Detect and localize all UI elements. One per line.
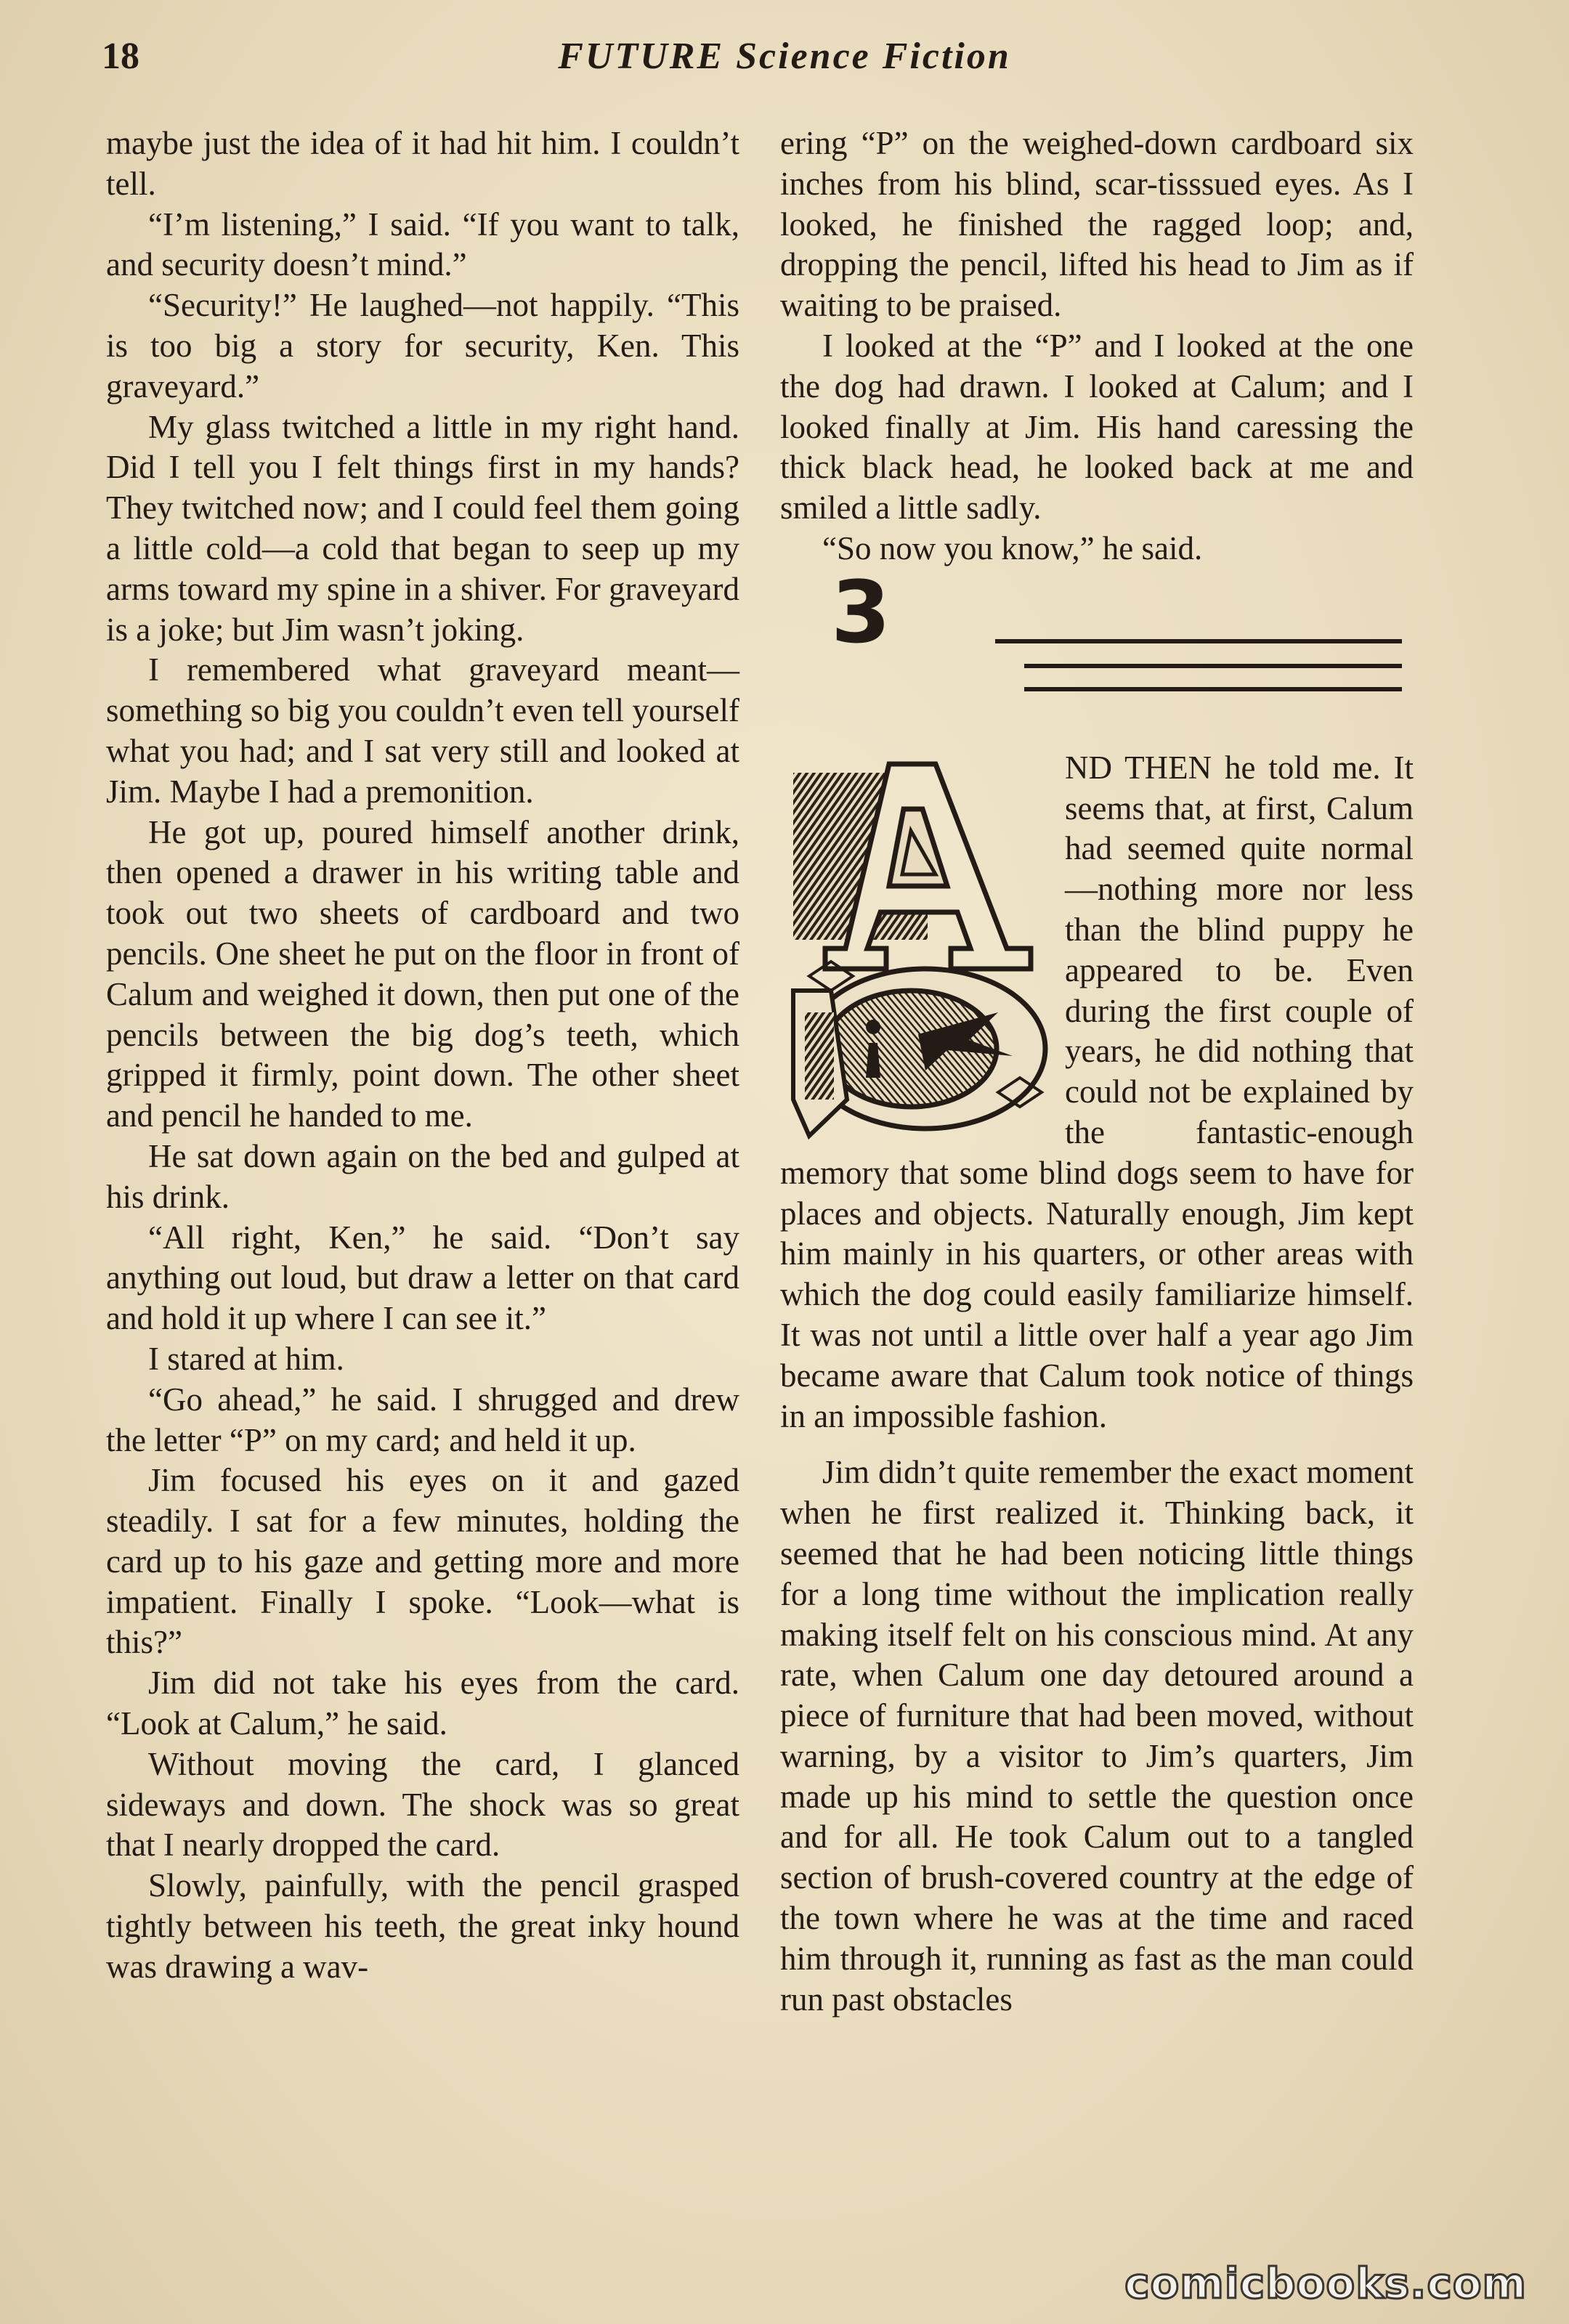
magazine-title: FUTURE Science Fiction	[558, 36, 1011, 77]
paragraph: ND THEN he told me. It seems that, at first, Calum had seemed quite normal —nothing more nor less than the blind puppy he appeared to be. Even during the first couple of years, he did nothing that could not be explained by the fantastic-enough memory that some blind dogs seem to have for places and objects. Naturally enough, Jim kept him mainly in his quarters, or other areas with which the dog could easily familiarize himself. It was not until a little over half a year ago Jim became aware that Calum took notice of things in an impossible fashion.	[780, 749, 1414, 1434]
paragraph: ering “P” on the weighed-down cardboard six inches from his blind, scar-tisssued eyes. As I looked, he finished the ragged loop; and, dropping the pencil, lifted his head to Jim as if waiting to be praised.	[780, 125, 1414, 324]
paragraph: He got up, poured himself another drink, then opened a drawer in his writing table and took out two sheets of cardboard and two pencils. One sheet he put on the floor in front of Calum and weighed it down, then put one of the pencils between the big dog’s teeth, which gripped it firmly, point down. The other sheet and pencil he handed to me.	[106, 813, 739, 1134]
paragraph: “I’m listening,” I said. “If you want to talk, and security doesn’t mind.”	[106, 206, 739, 283]
paragraph: Without moving the card, I glanced sideways and down. The shock was so great that I nearly dropped the card.	[106, 1745, 739, 1864]
paragraph: maybe just the idea of it had hit him. I couldn’t tell.	[106, 125, 739, 202]
page-header	[102, 35, 1467, 93]
paragraph: Slowly, painfully, with the pencil grasped tightly between his teeth, the great inky hound was drawing a wav-	[106, 1867, 739, 1985]
chapter-opening	[780, 748, 1414, 1437]
paragraph: Jim did not take his eyes from the card. “Look at Calum,” he said.	[106, 1665, 739, 1742]
chapter-number: 3	[831, 561, 891, 662]
drop-cap-icon	[780, 758, 1049, 1143]
chapter-rule	[1024, 687, 1402, 691]
paragraph: “All right, Ken,” he said. “Don’t say anything out loud, but draw a letter on that card and hold it up where I can see it.”	[106, 1219, 739, 1337]
paragraph: Jim focused his eyes on it and gazed steadily. I sat for a few minutes, holding the card up to his gaze and getting more and more impatient. Finally I spoke. “Look—what is this?”	[106, 1462, 739, 1661]
left-column	[106, 123, 739, 1988]
paragraph: “Security!” He laughed—not happily. “This is too big a story for security, Ken. This graveyard.”	[106, 287, 739, 405]
page-number: 18	[102, 36, 139, 77]
paragraph: My glass twitched a little in my right hand. Did I tell you I felt things first in my hands? They twitched now; and I could feel them going a little cold—a cold that began to seep up my arms toward my spine in a shiver. For graveyard is a joke; but Jim wasn’t joking.	[106, 408, 739, 648]
chapter-rule	[1024, 664, 1402, 668]
chapter-heading	[780, 561, 1414, 742]
watermark: comicbooks.com	[1124, 2259, 1527, 2308]
paragraph: I remembered what graveyard meant—something so big you couldn’t even tell yourself what you had; and I sat very still and looked at Jim. Maybe I had a premonition.	[106, 651, 739, 810]
paragraph: I looked at the “P” and I looked at the one the dog had drawn. I looked at Calum; and I looked finally at Jim. His hand caressing the thick black head, he looked back at me and smiled a little sadly.	[780, 327, 1414, 527]
paragraph: Jim didn’t quite remember the exact moment when he first realized it. Thinking back, it seemed that he had been noticing little things for a long time without the implication really making itself felt on his conscious mind. At any rate, when Calum one day detoured around a piece of furniture that had been moved, without warning, by a visitor to Jim’s quarters, Jim made up his mind to settle the question once and for all. He took Calum out to a tangled section of brush-covered country at the edge of the town where he was at the time and raced him through it, running as fast as the man could run past obstacles	[780, 1454, 1414, 2018]
paragraph: I stared at him.	[148, 1340, 344, 1377]
chapter-rule	[995, 639, 1402, 643]
right-column	[780, 123, 1414, 2020]
paragraph: “So now you know,” he said.	[822, 529, 1203, 566]
drop-cap-illustration	[780, 758, 1049, 1143]
paragraph: He sat down again on the bed and gulped at his drink.	[106, 1137, 739, 1215]
paragraph: “Go ahead,” he said. I shrugged and drew the letter “P” on my card; and held it up.	[106, 1381, 739, 1458]
